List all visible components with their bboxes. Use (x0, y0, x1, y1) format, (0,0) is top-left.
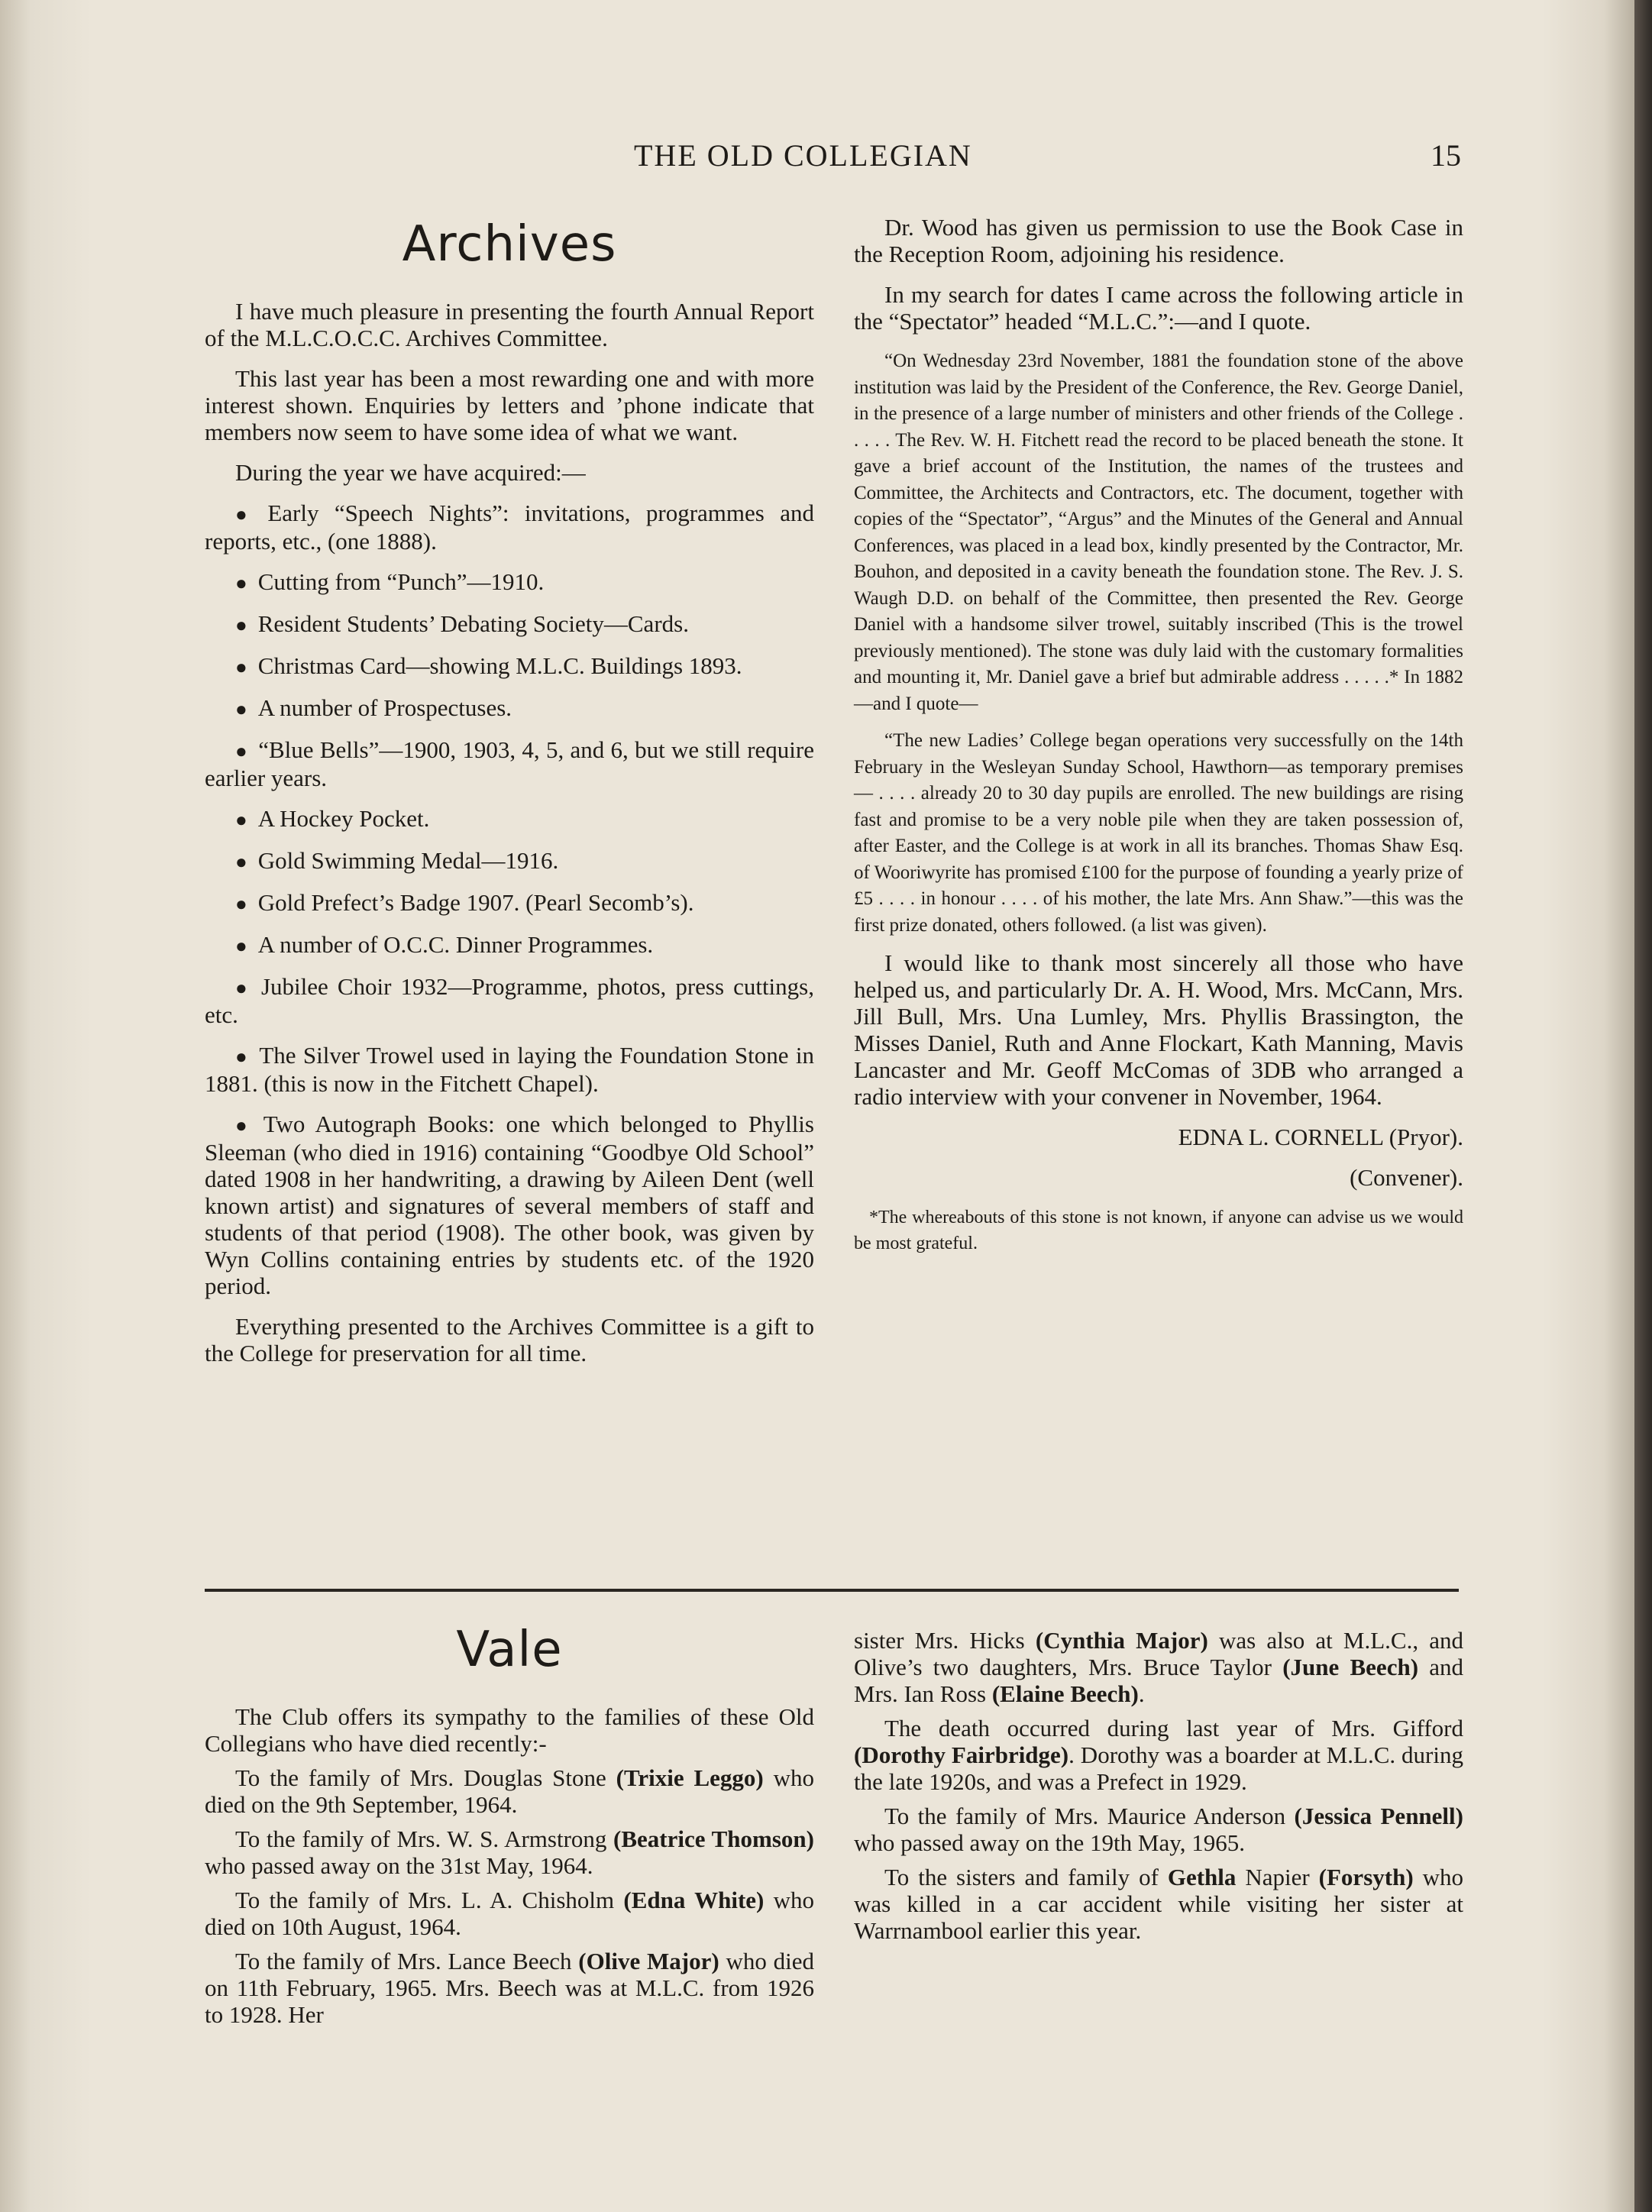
vale-entry: The death occurred during last year of Mrs. Gifford (Dorothy Fairbridge). Dorothy was a boarder at M.L.C. during the late 1920s, and was a Prefect in 1929. (854, 1715, 1463, 1795)
vale-left-column (205, 1619, 814, 2036)
bullet-icon: ● (235, 656, 247, 678)
list-item: ● Early “Speech Nights”: invitations, programmes and reports, etc., (one 1888). (205, 500, 814, 555)
vale-right-column (854, 1627, 1463, 1952)
page-edge-shadow (1634, 0, 1652, 2212)
spectator-quote-1: “On Wednesday 23rd November, 1881 the foundation stone of the above institution was laid by the President of the Conference, the Rev. George Daniel, in the presence of a large number of ministers and other friends of the College . . . . . The Rev. W. H. Fitchett read the record to be placed beneath the stone. It gave a brief account of the Institution, the names of the trustees and Committee, the Architects and Contractors, etc. The document, together with copies of the “Spectator”, “Argus” and the Minutes of the General and Annual Conferences, was placed in a lead box, kindly presented by the Contractor, Mr. Bouhon, and deposited in a cavity beneath the foundation stone. The Rev. J. S. Waugh D.D. on behalf of the Committee, then presented the Rev. George Daniel with a handsome silver trowel, suitably inscribed (This is the trowel previously mentioned). The stone was duly laid with the customary formalities and mounting it, Mr. Daniel gave a brief but admirable address . . . . .* In 1882—and I quote— (854, 351, 1463, 714)
list-item: ● “Blue Bells”—1900, 1903, 4, 5, and 6, but we still require earlier years. (205, 736, 814, 791)
spectator-quote-2: “The new Ladies’ College began operations very successfully on the 14th February in the Wesleyan Sunday School, Hawthorn—as temporary premises— . . . . already 20 to 30 day pupils are enrolled. The new buildings are rising fast and promise to be a very noble pile when they are taken possession of, after Easter, and the College is at work in all its branches. Thomas Shaw Esq. of Wooriwyrite has promised £100 for the purpose of founding a yearly prize of £5 . . . . in honour . . . . of his mother, the late Mrs. Ann Shaw.”—this was the first prize donated, others followed. (a list was given). (854, 730, 1464, 936)
footnote: *The whereabouts of this stone is not known, if anyone can advise us we would be most grateful. (854, 1208, 1463, 1253)
spectator-quote (854, 348, 1463, 939)
bullet-icon: ● (235, 977, 251, 999)
archives-intro-1: I have much pleasure in presenting the fourth Annual Report of the M.L.C.O.C.C. Archives Committee. (205, 298, 814, 351)
vale-entry: To the family of Mrs. Douglas Stone (Trixie Leggo) who died on the 9th September, 1964. (205, 1764, 814, 1818)
page-number: 15 (1431, 138, 1461, 173)
list-item: ● Gold Prefect’s Badge 1907. (Pearl Secomb’s). (235, 889, 694, 916)
list-item: ● Gold Swimming Medal—1916. (235, 847, 559, 874)
list-item: ● Two Autograph Books: one which belonged to Phyllis Sleeman (who died in 1916) containing “Goodbye Old School” dated 1908 in her handwriting, a drawing by Aileen Dent (well known artist) and signatures of several members of staff and students of that period (1908). The other book, was given by Wyn Collins containing entries by students etc. of the 1920 period. (205, 1111, 814, 1299)
bullet-icon: ● (235, 809, 247, 831)
list-item: ● Resident Students’ Debating Society—Cards. (235, 610, 689, 637)
bullet-icon: ● (235, 503, 257, 526)
list-item: ● A Hockey Pocket. (235, 805, 430, 832)
bullet-icon: ● (235, 1046, 249, 1068)
bullet-icon: ● (235, 572, 247, 594)
list-item: ● A number of O.C.C. Dinner Programmes. (235, 931, 654, 958)
bullet-icon: ● (235, 614, 247, 636)
archives-thanks: I would like to thank most sincerely all those who have helped us, and particularly Dr. A. H. Wood, Mrs. McCann, Mrs. Jill Bull, Mrs. Una Lumley, Mrs. Phyllis Brassington, the Misses Daniel, Ruth and Anne Flockart, Kath Manning, Mavis Lancaster and Mr. Geoff McComas of 3DB who arranged a radio interview with your convener in November, 1964. (854, 949, 1463, 1110)
list-item: ● Christmas Card—showing M.L.C. Buildings 1893. (235, 652, 742, 679)
section-divider (205, 1589, 1459, 1592)
archives-para-wood: Dr. Wood has given us permission to use the Book Case in the Reception Room, adjoining his residence. (854, 214, 1463, 267)
page-header (0, 137, 1634, 183)
vale-entry: To the family of Mrs. L. A. Chisholm (Edna White) who died on 10th August, 1964. (205, 1887, 815, 1940)
vale-heading: Vale (456, 1622, 563, 1678)
archives-right-column (854, 214, 1463, 1256)
archives-intro-2: This last year has been a most rewarding one and with more interest shown. Enquiries by letters and ’phone indicate that members now seem to have some idea of what we want. (205, 365, 814, 445)
vale-entry: To the family of Mrs. Lance Beech (Olive Major) who died on 11th February, 1965. Mrs. Beech was at M.L.C. from 1926 to 1928. Her (205, 1948, 814, 2028)
list-item: ● The Silver Trowel used in laying the Foundation Stone in 1881. (this is now in the Fitchett Chapel). (205, 1042, 814, 1097)
archives-left-column (205, 214, 814, 1380)
archives-para-search: In my search for dates I came across the following article in the “Spectator” headed “M.L.C.”:—and I quote. (854, 281, 1463, 335)
bullet-icon: ● (235, 893, 247, 915)
vale-entry: To the family of Mrs. W. S. Armstrong (Beatrice Thomson) who passed away on the 31st May, 1964. (205, 1826, 814, 1879)
vale-entry: To the family of Mrs. Maurice Anderson (Jessica Pennell) who passed away on the 19th May, 1965. (854, 1803, 1463, 1856)
list-item: ● Cutting from “Punch”—1910. (235, 568, 545, 595)
list-item: ● A number of Prospectuses. (235, 694, 512, 721)
archives-intro-3: During the year we have acquired:— (235, 459, 586, 486)
bullet-icon: ● (235, 698, 247, 720)
vale-intro: The Club offers its sympathy to the families of these Old Collegians who have died recently:- (205, 1703, 814, 1757)
list-item: ● Jubilee Choir 1932—Programme, photos, press cuttings, etc. (205, 973, 814, 1028)
signature-role: (Convener). (1350, 1164, 1463, 1191)
signature-name: EDNA L. CORNELL (Pryor). (1178, 1124, 1463, 1150)
bullet-icon: ● (235, 740, 248, 762)
bullet-icon: ● (235, 935, 247, 957)
archives-heading: Archives (402, 216, 617, 273)
bullet-icon: ● (235, 1114, 253, 1137)
running-title: THE OLD COLLEGIAN (634, 138, 972, 173)
bullet-icon: ● (235, 851, 247, 873)
archives-closing: Everything presented to the Archives Committee is a gift to the College for preservation for all time. (205, 1313, 814, 1366)
vale-entry: To the sisters and family of Gethla Napier (Forsyth) who was killed in a car accident while visiting her sister at Warrnambool earlier this year. (854, 1864, 1463, 1944)
vale-entry-continued: sister Mrs. Hicks (Cynthia Major) was also at M.L.C., and Olive’s two daughters, Mrs. Bruce Taylor (June Beech) and Mrs. Ian Ross (Elaine Beech). (854, 1627, 1463, 1707)
